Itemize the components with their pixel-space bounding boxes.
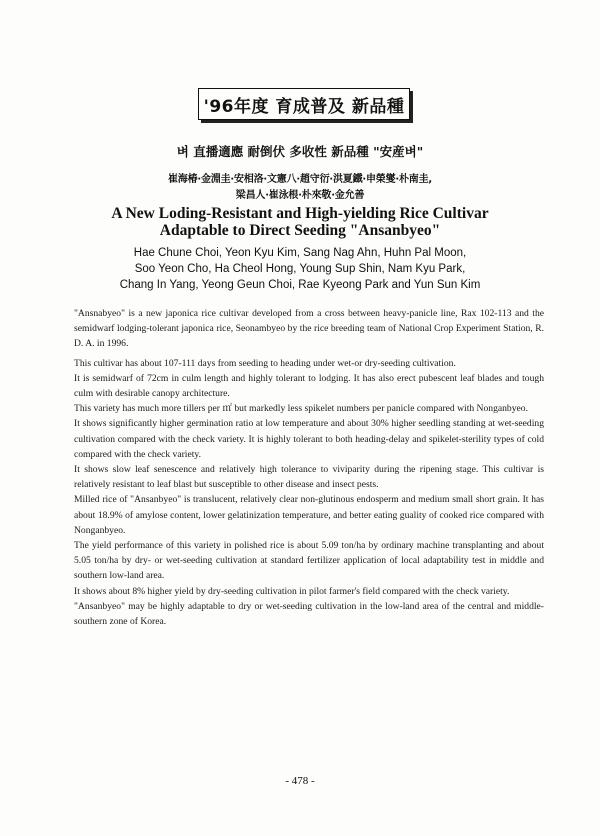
paragraph: Milled rice of "Ansanbyeo" is translucent, relatively clear non-glutinous endosperm and medium small short grain. It has about 18.9% of amylose content, lower gelatinization temperature, and better eating guality of cooked rice compared with Nonganbyeo.	[74, 494, 544, 536]
authors-line1: Hae Chune Choi, Yeon Kyu Kim, Sang Nag Ahn, Huhn Pal Moon,	[133, 247, 467, 259]
boxed-title: '96年度 育成普及 新品種	[198, 88, 410, 120]
paper-title-line2: Adaptable to Direct Seeding "Ansanbyeo"	[159, 222, 441, 239]
paper-title-line1: A New Loding-Resistant and High-yielding Rice Cultivar	[111, 205, 489, 222]
paragraph: It is semidwarf of 72cm in culm length and highly tolerant to lodging. It has also erect pubescent leaf blades and tough culm with desirable canopy architecture.	[74, 372, 544, 400]
paragraph: This cultivar has about 107-111 days from seeding to heading under wet-or dry-seeding cultivation.	[74, 357, 456, 369]
abstract-body	[74, 306, 544, 629]
paragraph: The yield performance of this variety in polished rice is about 5.09 ton/ha by ordinary machine transplanting and about 5.05 ton/ha by dry- or wet-seeding cultivation at standard fertilizer application of local adaptability test in middle and southern low-land area.	[74, 540, 544, 582]
paragraph: It shows about 8% higher yield by dry-seeding cultivation in pilot farmer's field compared with the check variety.	[74, 585, 510, 597]
korean-authors-line2: 梁昌人·崔泳根·朴來敬·金允善	[235, 190, 365, 201]
paragraph: "Ansanbyeo" may be highly adaptable to dry or wet-seeding cultivation in the low-land area of the central and middle-southern zone of Korea.	[74, 600, 544, 628]
paragraph: It shows slow leaf senescence and relatively high tolerance to viviparity during the ripening stage. This cultivar is relatively resistant to leaf blast but susceptible to other disease and insect pests.	[74, 464, 544, 491]
korean-authors-line1: 崔海椿·金淵圭·安相洛·文憲八·趙守衍·洪夏鐵·申榮燮·朴南圭,	[168, 174, 432, 185]
korean-subtitle: 벼 直播適應 耐倒伏 多收性 新品種 "安産벼"	[176, 144, 424, 159]
paragraph: This variety has much more tillers per ㎡ but markedly less spikelet numbers per panicle compared with Nonganbyeo.	[74, 403, 528, 415]
paragraph: "Ansnabyeo" is a new japonica rice cultivar developed from a cross between heavy-panicle line, Rax 102-113 and the semidwarf lodging-tolerant japonica rice, Seonambyeo by the rice breeding team of National Crop Experiment Station, R. D. A. in 1996.	[74, 308, 544, 350]
authors-line3: Chang In Yang, Yeong Geun Choi, Rae Kyeong Park and Yun Sun Kim	[119, 279, 481, 291]
authors-line2: Soo Yeon Cho, Ha Cheol Hong, Young Sup Shin, Nam Kyu Park,	[134, 263, 466, 275]
paragraph: It shows significantly higher germination ratio at low temperature and about 30% higher seedling standing at wet-seeding cultivation compared with the check variety. It is highly tolerant to both heading-delay and spikelet-sterility types of cold compared with the check variety.	[74, 418, 544, 460]
page-number: - 478 -	[285, 775, 315, 787]
